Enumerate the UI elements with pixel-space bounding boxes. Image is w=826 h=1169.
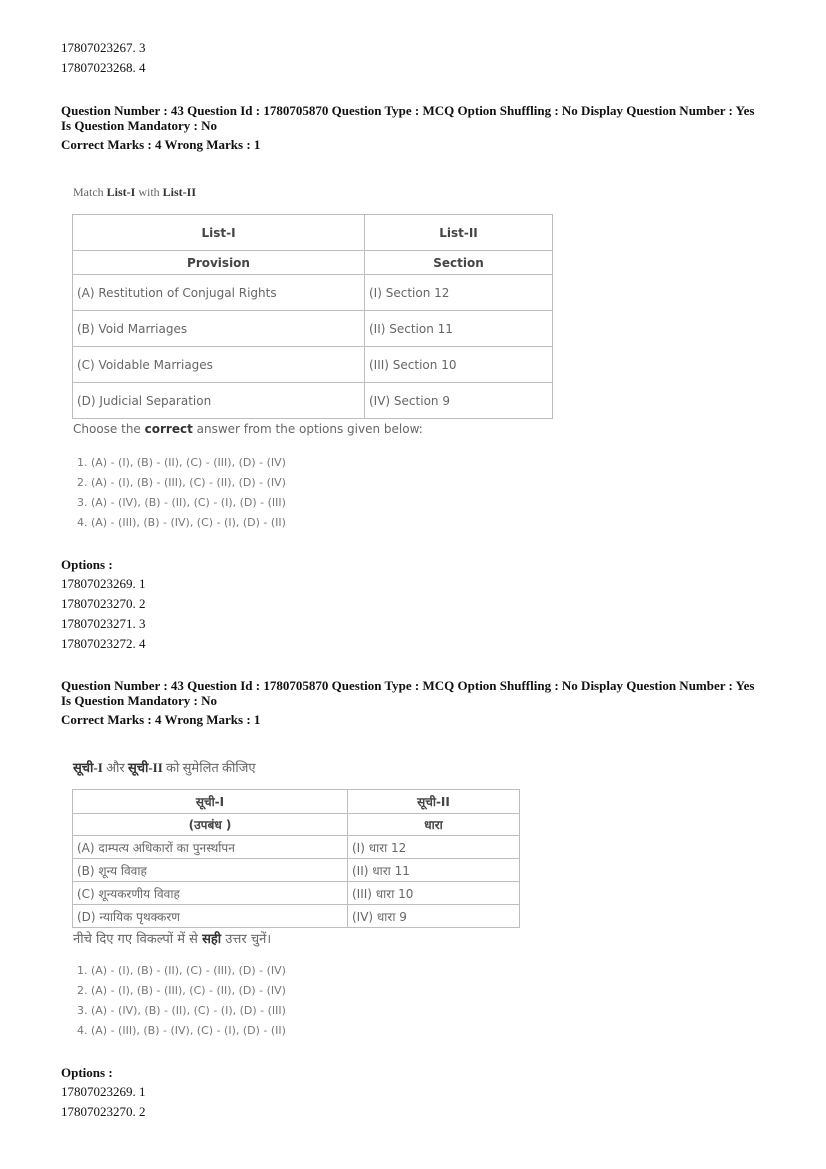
q2-title-list2: सूची-II (127, 760, 163, 775)
q1-table-subheader-provision: Provision (73, 251, 365, 275)
q1-title-list2: List-II (162, 185, 197, 199)
q2-marks: Correct Marks : 4 Wrong Marks : 1 (61, 712, 261, 727)
q1-option-4: 17807023272. 4 (61, 636, 146, 651)
q1-table-subheader-section: Section (365, 251, 553, 275)
q1-answer-choice-2: 2. (A) - (I), (B) - (III), (C) - (II), (D) - (IV) (77, 476, 286, 489)
q1-table-row-c-left: (C) Voidable Marriages (73, 347, 365, 383)
q1-choose-bold: correct (144, 422, 193, 436)
q2-answer-choice-3: 3. (A) - (IV), (B) - (II), (C) - (I), (D) - (III) (77, 1004, 286, 1017)
q1-option-1: 17807023269. 1 (61, 576, 146, 591)
q1-match-table (72, 214, 553, 419)
q2-table-row-d-left: (D) न्यायिक पृथक्करण (73, 905, 348, 928)
q2-table-subheader-section: धारा (348, 814, 520, 836)
prev-option-4: 17807023268. 4 (61, 60, 146, 75)
q2-choose-post: उत्तर चुनें। (221, 932, 272, 947)
q2-table-row-a-left: (A) दाम्पत्य अधिकारों का पुनर्स्थापन (73, 836, 348, 859)
q1-table-row-a-left: (A) Restitution of Conjugal Rights (73, 275, 365, 311)
q1-meta-line2: Is Question Mandatory : No (61, 118, 218, 133)
q2-table-header-list1: सूची-I (73, 790, 348, 814)
q1-choose-instruction (73, 422, 423, 436)
q2-choose-instruction (73, 929, 271, 947)
q2-table-row-c-right: (III) धारा 10 (348, 882, 520, 905)
q1-answer-choice-4: 4. (A) - (III), (B) - (IV), (C) - (I), (D) - (II) (77, 516, 286, 529)
q1-answer-choice-3: 3. (A) - (IV), (B) - (II), (C) - (I), (D) - (III) (77, 496, 286, 509)
q2-table-subheader-provision: (उपबंध ) (73, 814, 348, 836)
q1-choose-post: answer from the options given below: (192, 422, 423, 436)
q2-answer-choice-1: 1. (A) - (I), (B) - (II), (C) - (III), (D) - (IV) (77, 964, 286, 977)
q2-table-header-list2: सूची-II (348, 790, 520, 814)
q1-meta-line1: Question Number : 43 Question Id : 1780705870 Question Type : MCQ Option Shuffling : No Display Question Number : Yes (61, 103, 755, 118)
q1-choose-pre: Choose the (73, 422, 145, 436)
prev-option-3: 17807023267. 3 (61, 40, 146, 55)
q1-option-2: 17807023270. 2 (61, 596, 146, 611)
q2-table-row-b-left: (B) शून्य विवाह (73, 859, 348, 882)
q1-table-header-list2: List-II (365, 215, 553, 251)
q2-question-title (73, 758, 256, 776)
q1-answer-choice-1: 1. (A) - (I), (B) - (II), (C) - (III), (D) - (IV) (77, 456, 286, 469)
q1-table-row-a-right: (I) Section 12 (365, 275, 553, 311)
q2-title-post: को सुमेलित कीजिए (162, 760, 256, 775)
q1-table-row-d-left: (D) Judicial Separation (73, 383, 365, 419)
q2-table-row-a-right: (I) धारा 12 (348, 836, 520, 859)
q2-table-row-d-right: (IV) धारा 9 (348, 905, 520, 928)
q2-answer-choice-2: 2. (A) - (I), (B) - (III), (C) - (II), (D) - (IV) (77, 984, 286, 997)
q1-marks: Correct Marks : 4 Wrong Marks : 1 (61, 137, 261, 152)
q1-table-row-d-right: (IV) Section 9 (365, 383, 553, 419)
q1-options-label: Options : (61, 557, 113, 572)
q1-table-row-c-right: (III) Section 10 (365, 347, 553, 383)
q2-title-mid: और (102, 760, 128, 775)
q2-option-1: 17807023269. 1 (61, 1084, 146, 1099)
q1-table-row-b-right: (II) Section 11 (365, 311, 553, 347)
q2-meta-line1: Question Number : 43 Question Id : 1780705870 Question Type : MCQ Option Shuffling : No Display Question Number : Yes (61, 678, 755, 693)
q2-answer-choice-4: 4. (A) - (III), (B) - (IV), (C) - (I), (D) - (II) (77, 1024, 286, 1037)
q2-meta-line2: Is Question Mandatory : No (61, 693, 218, 708)
q2-options-label: Options : (61, 1065, 113, 1080)
q1-title-pre: Match (73, 185, 107, 199)
q2-option-2: 17807023270. 2 (61, 1104, 146, 1119)
q1-table-header-list1: List-I (73, 215, 365, 251)
q2-title-list1: सूची-I (73, 760, 103, 775)
q1-option-3: 17807023271. 3 (61, 616, 146, 631)
q2-table-row-b-right: (II) धारा 11 (348, 859, 520, 882)
q1-title-mid: with (135, 185, 163, 199)
q2-match-table (72, 789, 520, 928)
q2-choose-bold: सही (202, 932, 222, 947)
q2-table-row-c-left: (C) शून्यकरणीय विवाह (73, 882, 348, 905)
q1-title-list1: List-I (106, 185, 136, 199)
q1-question-title (73, 185, 196, 200)
q2-choose-pre: नीचे दिए गए विकल्पों में से (73, 932, 203, 947)
q1-table-row-b-left: (B) Void Marriages (73, 311, 365, 347)
